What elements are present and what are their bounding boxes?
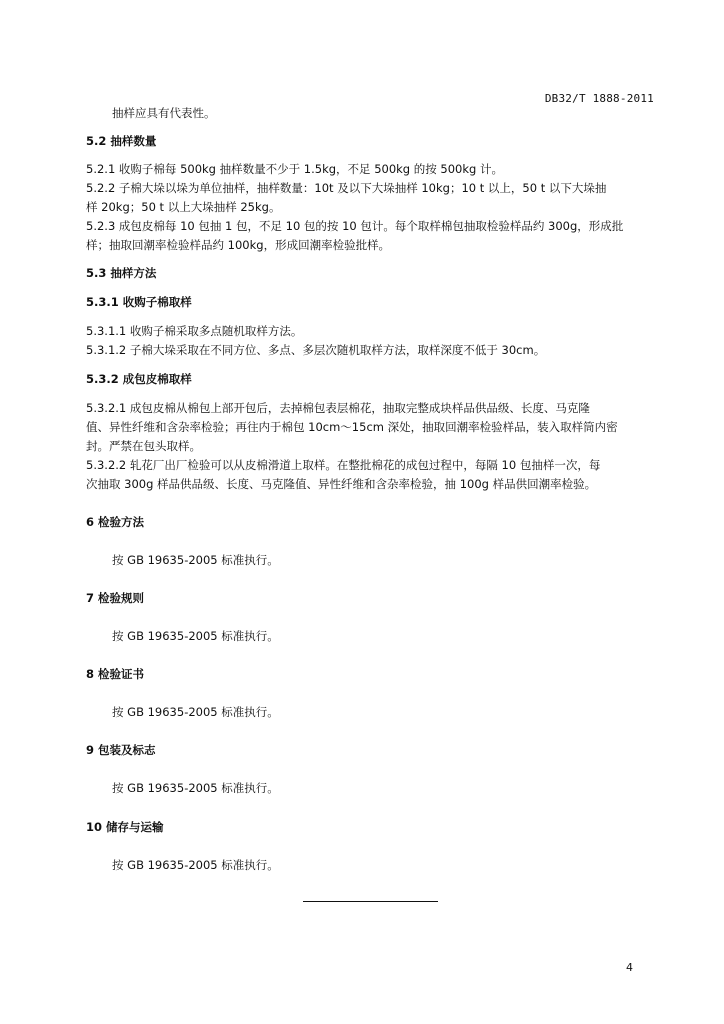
clause-5-3-2-1-cont: 封。严禁在包头取样。 bbox=[86, 439, 201, 453]
clause-5-3-2-1: 5.3.2.1 成包皮棉从棉包上部开包后，去掉棉包表层棉花，抽取完整成块样品供品级、长度、马克隆 bbox=[86, 401, 590, 415]
section-heading-9: 9 包装及标志 bbox=[86, 743, 156, 757]
document-code: DB32/T 1888-2011 bbox=[544, 92, 654, 105]
clause-5-2-3-cont: 样；抽取回潮率检验样品约 100kg，形成回潮率检验批样。 bbox=[86, 238, 391, 252]
section-heading-5-2: 5.2 抽样数量 bbox=[86, 134, 157, 148]
subsection-heading-5-3-1: 5.3.1 收购子棉取样 bbox=[86, 295, 192, 309]
section-7-body: 按 GB 19635-2005 标准执行。 bbox=[112, 629, 279, 643]
section-heading-5-3: 5.3 抽样方法 bbox=[86, 266, 157, 280]
end-divider bbox=[303, 901, 438, 902]
clause-5-3-2-1-cont: 值、异性纤维和含杂率检验；再往内于棉包 10cm～15cm 深处，抽取回潮率检验样品，装入取样筒内密 bbox=[86, 420, 618, 434]
subsection-heading-5-3-2: 5.3.2 成包皮棉取样 bbox=[86, 372, 192, 386]
section-heading-8: 8 检验证书 bbox=[86, 667, 145, 681]
section-heading-7: 7 检验规则 bbox=[86, 591, 145, 605]
clause-5-2-1: 5.2.1 收购子棉每 500kg 抽样数量不少于 1.5kg，不足 500kg 的按 500kg 计。 bbox=[86, 162, 503, 176]
section-heading-10: 10 储存与运输 bbox=[86, 820, 164, 834]
clause-5-3-2-2-cont: 次抽取 300g 样品供品级、长度、马克隆值、异性纤维和含杂率检验，抽 100g 样品供回潮率检验。 bbox=[86, 477, 597, 491]
paragraph-line: 抽样应具有代表性。 bbox=[112, 106, 216, 120]
section-6-body: 按 GB 19635-2005 标准执行。 bbox=[112, 553, 279, 567]
page-number: 4 bbox=[626, 961, 633, 974]
section-8-body: 按 GB 19635-2005 标准执行。 bbox=[112, 705, 279, 719]
section-10-body: 按 GB 19635-2005 标准执行。 bbox=[112, 858, 279, 872]
clause-5-2-3: 5.2.3 成包皮棉每 10 包抽 1 包，不足 10 包的按 10 包计。每个取样棉包抽取检验样品约 300g，形成批 bbox=[86, 219, 624, 233]
section-9-body: 按 GB 19635-2005 标准执行。 bbox=[112, 781, 279, 795]
clause-5-2-2: 5.2.2 子棉大垛以垛为单位抽样，抽样数量：10t 及以下大垛抽样 10kg；10 t 以上，50 t 以下大垛抽 bbox=[86, 181, 607, 195]
clause-5-3-2-2: 5.3.2.2 轧花厂出厂检验可以从皮棉滑道上取样。在整批棉花的成包过程中，每隔 10 包抽样一次，每 bbox=[86, 458, 601, 472]
clause-5-2-2-cont: 样 20kg；50 t 以上大垛抽样 25kg。 bbox=[86, 200, 281, 214]
section-heading-6: 6 检验方法 bbox=[86, 515, 145, 529]
clause-5-3-1-2: 5.3.1.2 子棉大垛采取在不同方位、多点、多层次随机取样方法，取样深度不低于 30cm。 bbox=[86, 343, 546, 357]
clause-5-3-1-1: 5.3.1.1 收购子棉采取多点随机取样方法。 bbox=[86, 324, 303, 338]
